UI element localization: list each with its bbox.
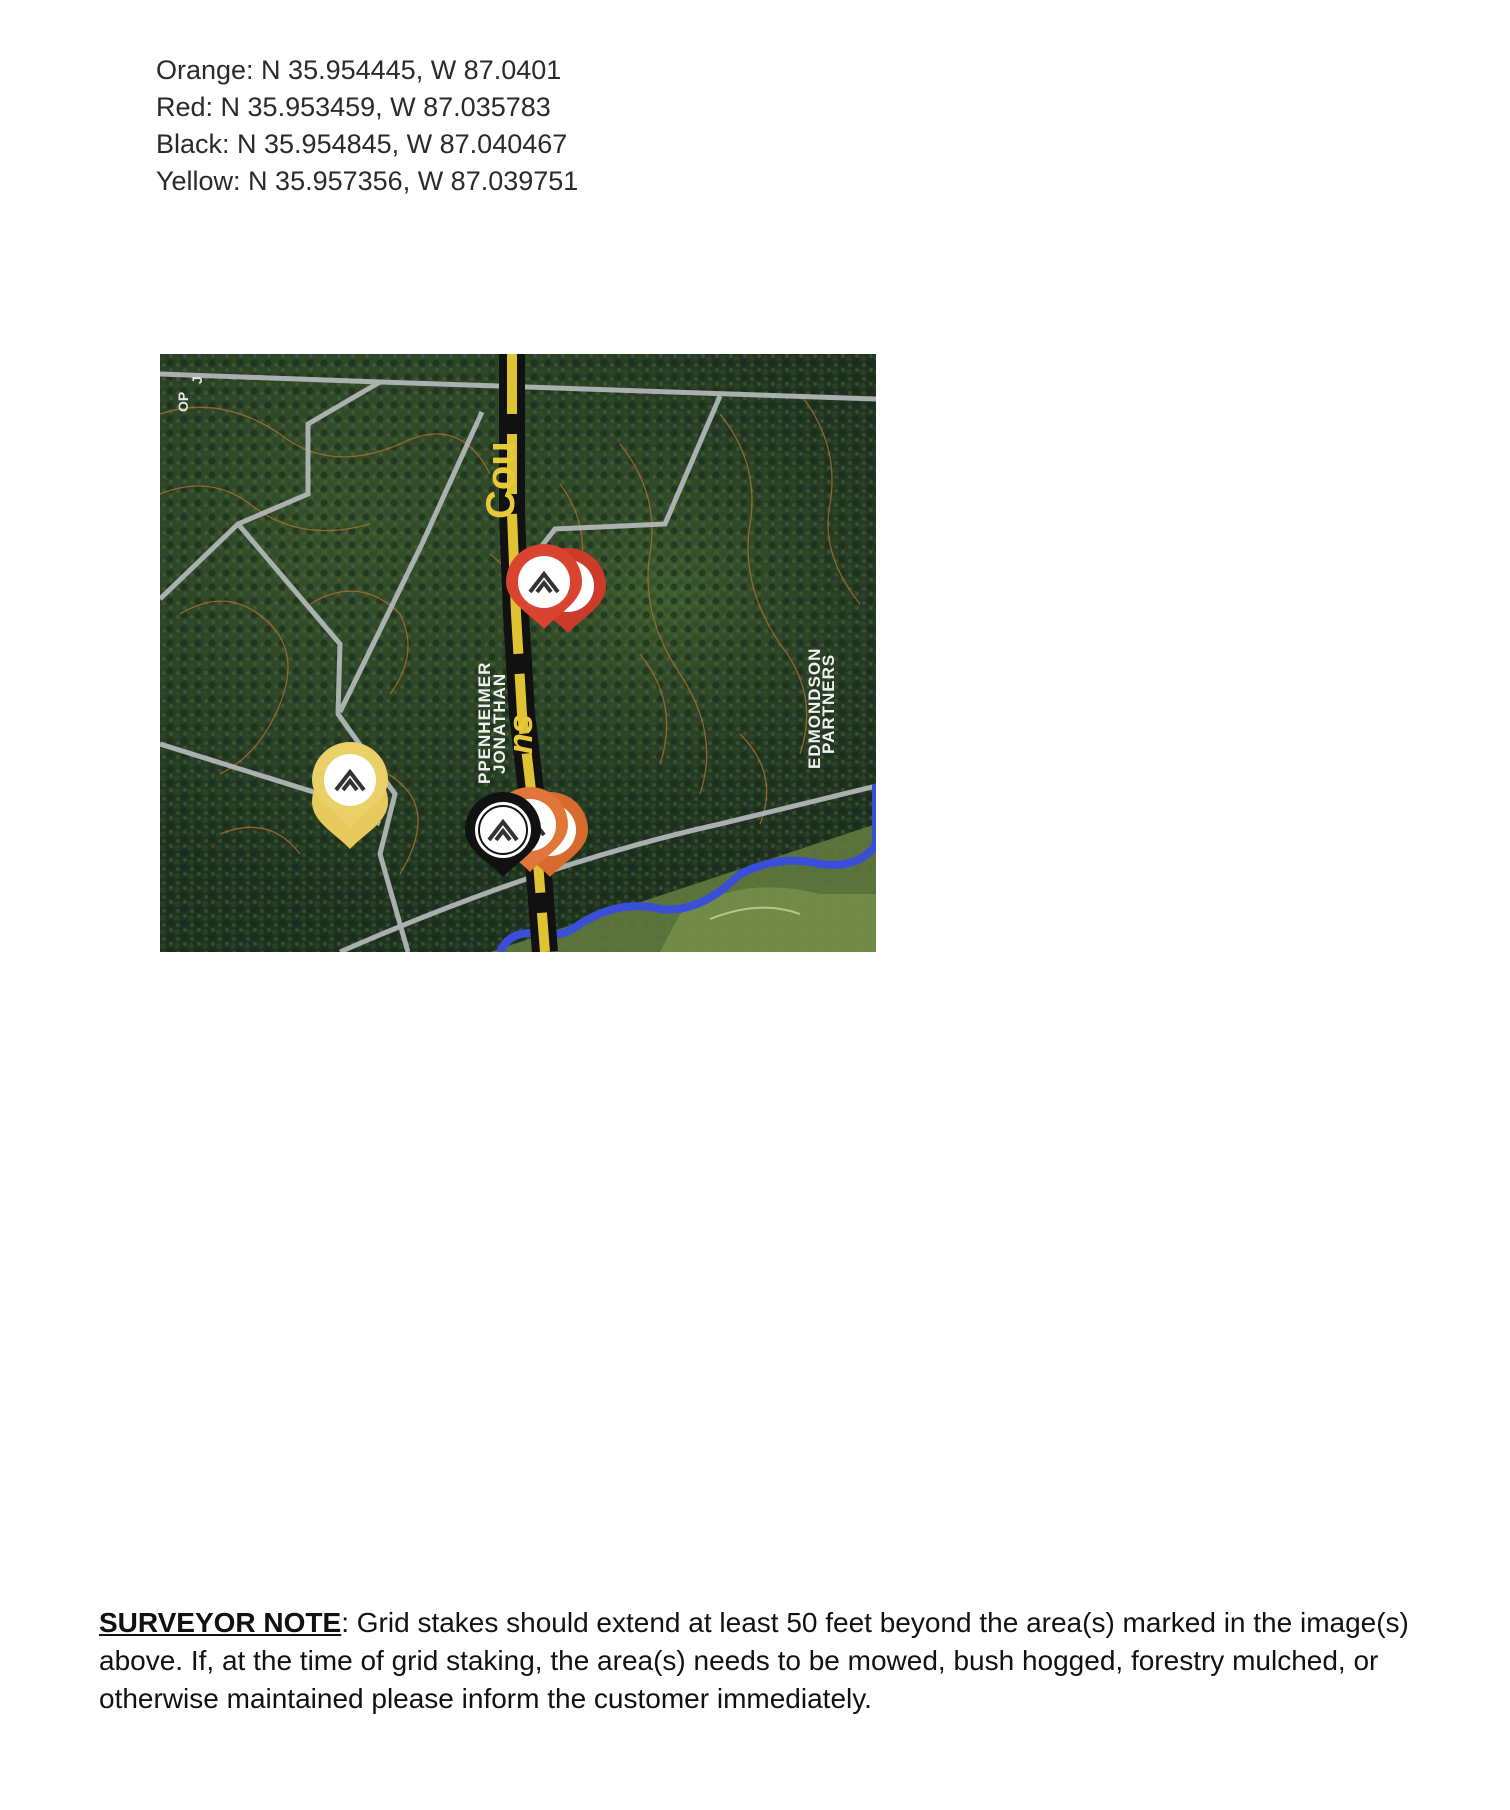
surveyor-note-text: : Grid stakes should extend at least 50 feet beyond the area(s) marked in the image(s) above. If, at the time of grid staking, the area(s) needs to be mowed, bush hogged, forestry mulched, or otherwise maintained please inform the customer immediately. <box>99 1607 1409 1714</box>
parcel-label-right-1: EDMONDSON <box>805 647 824 769</box>
surveyor-note-label: SURVEYOR NOTE <box>99 1607 342 1638</box>
parcel-label-center-1: PPENHEIMER <box>475 661 494 784</box>
road-label-partial: ns <box>502 714 540 754</box>
coordinate-black: Black: N 35.954845, W 87.040467 <box>156 129 568 159</box>
parcel-label-center-2: JONATHAN <box>490 672 509 774</box>
parcel-label-left: OP <box>175 391 191 412</box>
road-label: Cou <box>479 441 523 519</box>
coordinate-yellow: Yellow: N 35.957356, W 87.039751 <box>156 166 579 196</box>
parcel-label-left-2: J <box>189 376 205 384</box>
coordinate-orange: Orange: N 35.954445, W 87.0401 <box>156 55 562 85</box>
satellite-map <box>160 354 876 952</box>
parcel-label-right-2: PARTNERS <box>819 653 838 754</box>
coordinate-red: Red: N 35.953459, W 87.035783 <box>156 92 551 122</box>
surveyor-note <box>99 1604 1429 1718</box>
map-image <box>160 354 876 952</box>
coordinates-list <box>156 52 578 200</box>
